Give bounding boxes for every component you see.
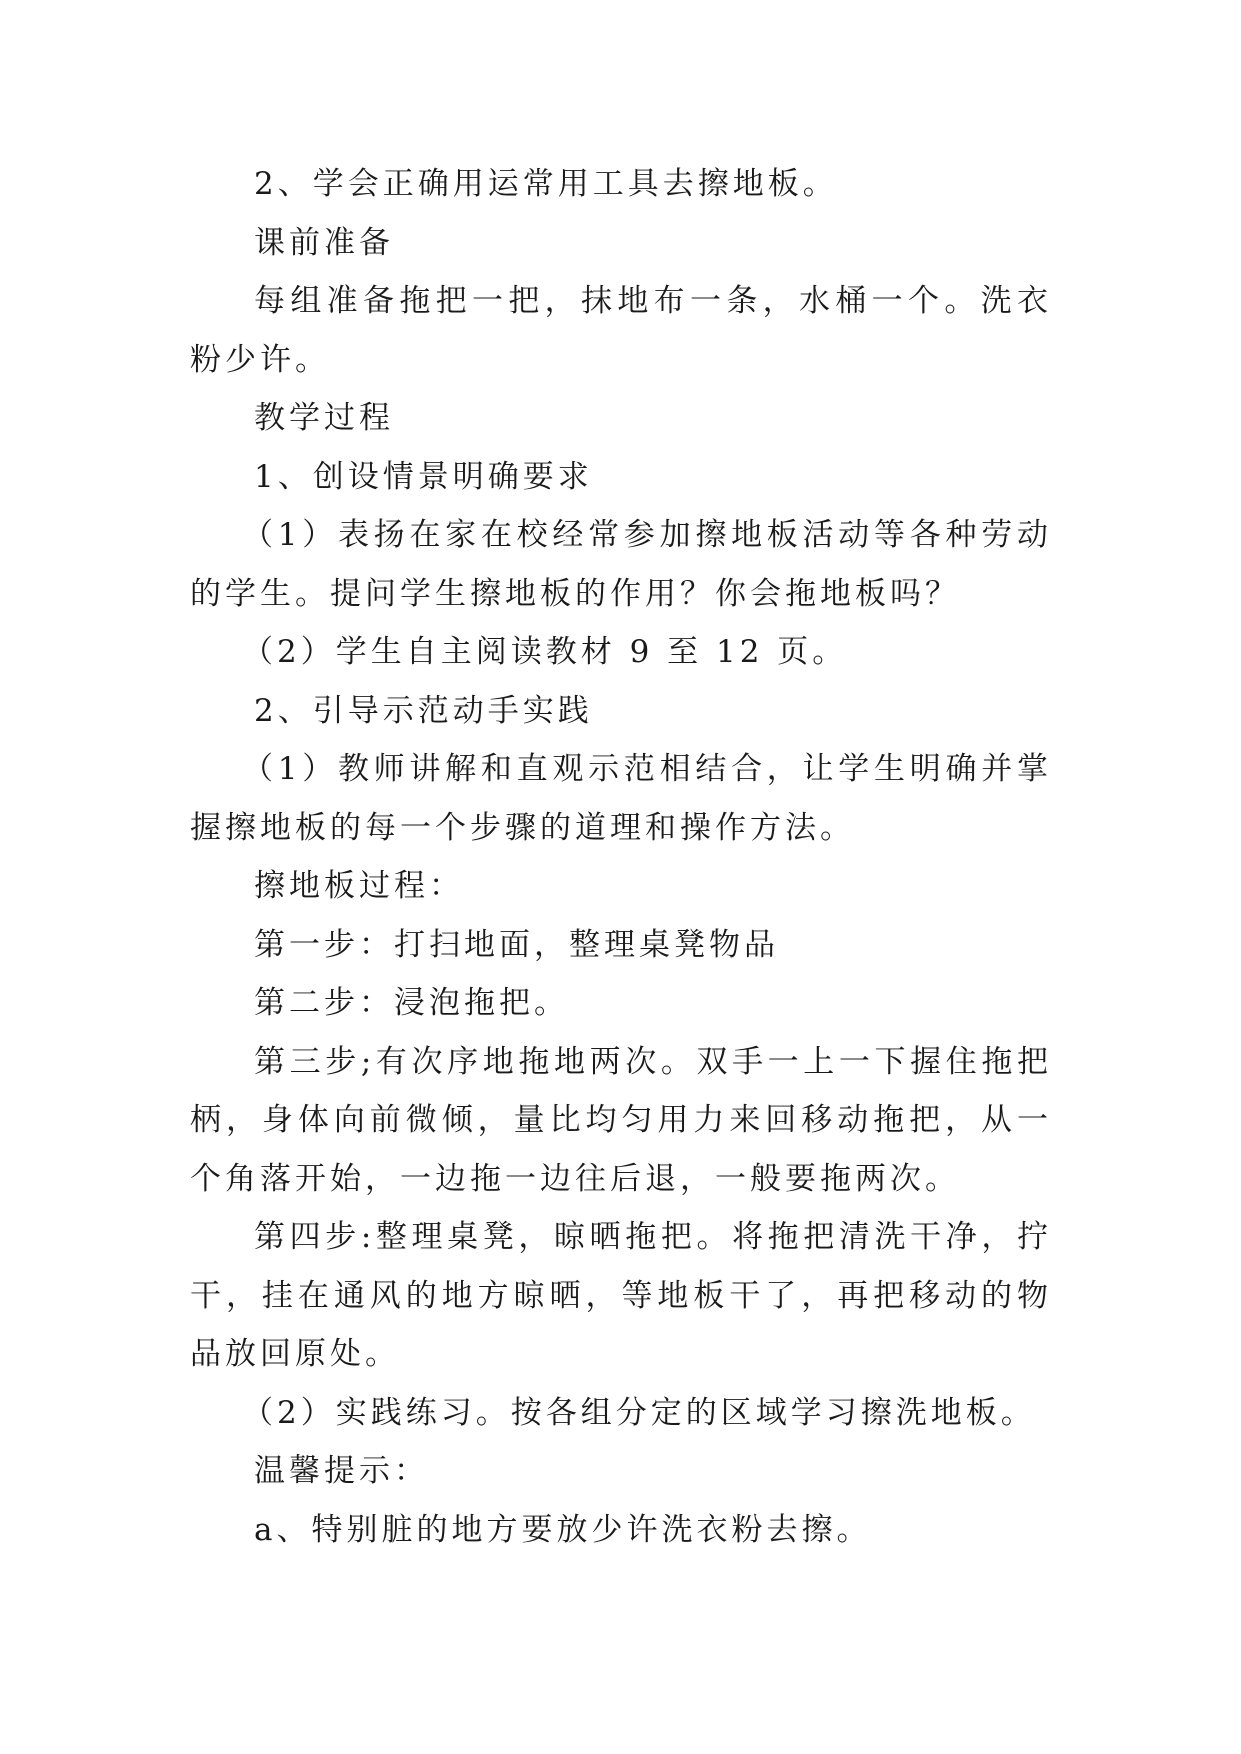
paragraph-mop-step-1: 第一步：打扫地面，整理桌凳物品 bbox=[254, 926, 779, 963]
heading-preparation: 课前准备 bbox=[254, 224, 394, 261]
paragraph-mop-step-4: 第四步:整理桌凳，晾晒拖把。将拖把清洗干净，拧干，挂在通风的地方晾晒，等地板干了，再把移动的物品放回原处。 bbox=[190, 1219, 1052, 1372]
heading-mopping-process: 擦地板过程： bbox=[254, 868, 464, 904]
heading-step-1: 1、创设情景明确要求 bbox=[254, 458, 593, 495]
paragraph-praise: （1）表扬在家在校经常参加擦地板活动等各种劳动的学生。提问学生擦地板的作用？你会拖地板吗？ bbox=[190, 517, 1052, 612]
paragraph-tip-a: a、特别脏的地方要放少许洗衣粉去擦。 bbox=[254, 1511, 872, 1548]
heading-teaching-process: 教学过程 bbox=[254, 400, 394, 436]
paragraph-demonstration: （1）教师讲解和直观示范相结合，让学生明确并掌握擦地板的每一个步骤的道理和操作方法。 bbox=[190, 751, 1052, 846]
document-body bbox=[190, 155, 1052, 1559]
paragraph-reading: （2）学生自主阅读教材 9 至 12 页。 bbox=[242, 634, 848, 670]
paragraph-objective-2: 2、学会正确用运常用工具去擦地板。 bbox=[254, 166, 838, 202]
paragraph-mop-step-2: 第二步：浸泡拖把。 bbox=[254, 985, 569, 1021]
heading-tips: 温馨提示： bbox=[254, 1453, 429, 1489]
paragraph-mop-step-3: 第三步;有次序地拖地两次。双手一上一下握住拖把柄，身体向前微倾，量比均匀用力来回移动拖把，从一个角落开始，一边拖一边往后退，一般要拖两次。 bbox=[190, 1043, 1052, 1197]
paragraph-practice: （2）实践练习。按各组分定的区域学习擦洗地板。 bbox=[242, 1394, 1036, 1431]
paragraph-materials: 每组准备拖把一把，抹地布一条，水桶一个。洗衣粉少许。 bbox=[190, 283, 1052, 378]
heading-step-2: 2、引导示范动手实践 bbox=[254, 692, 593, 729]
